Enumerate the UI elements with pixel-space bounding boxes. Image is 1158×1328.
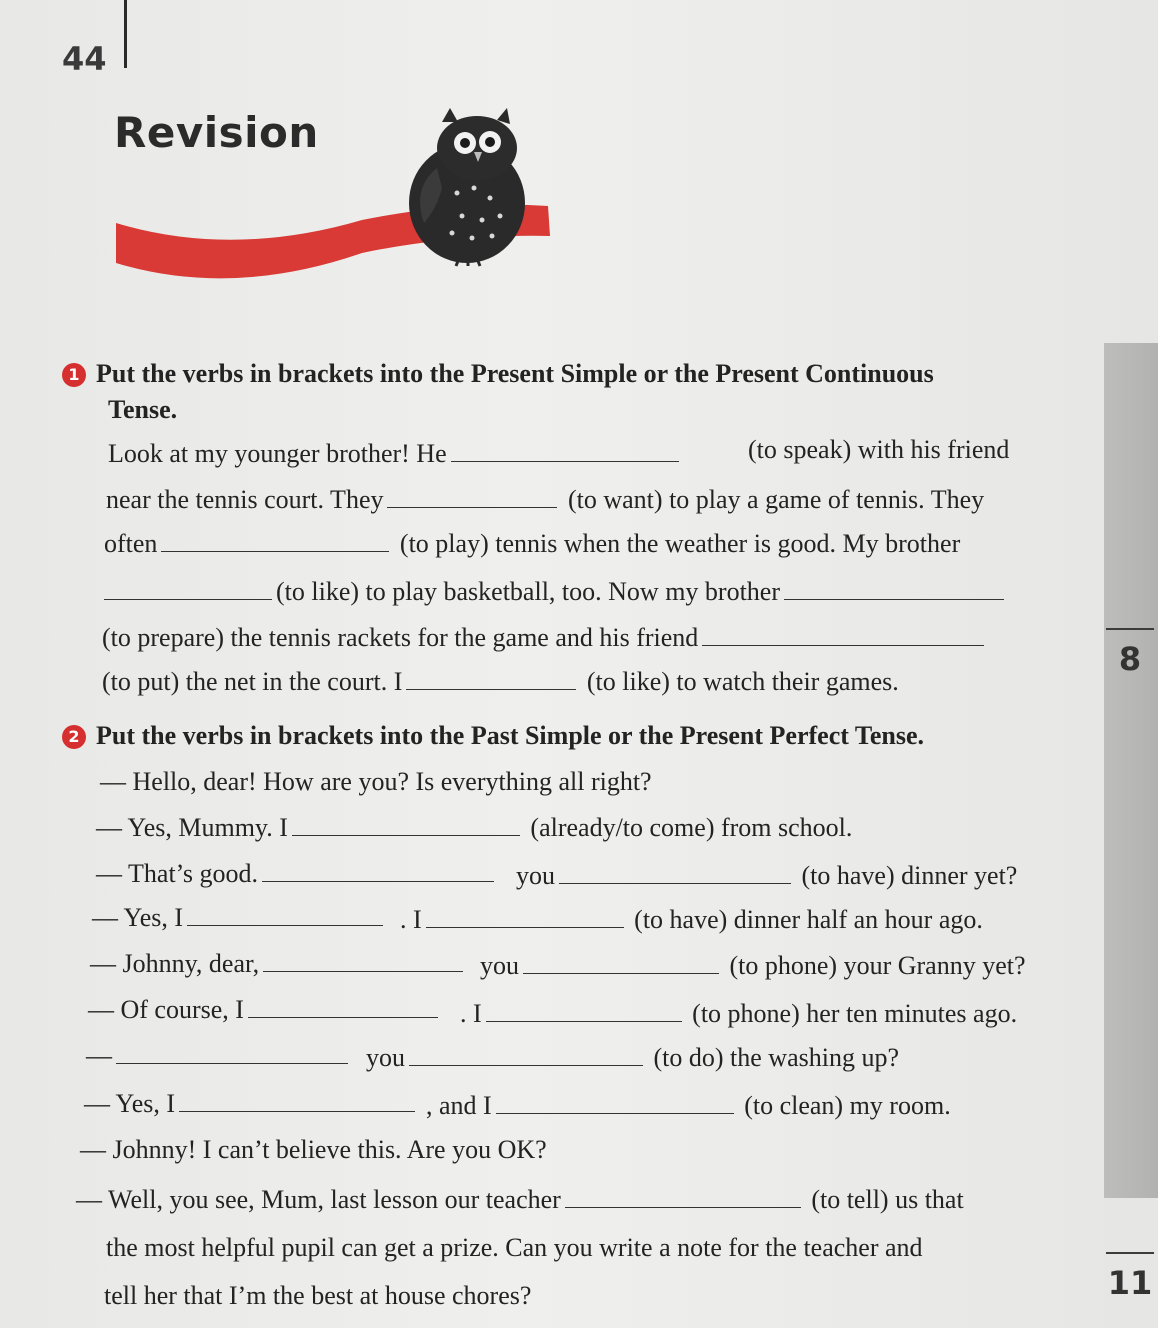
answer-blank[interactable] [116, 1041, 348, 1064]
score-margin-strip [1104, 343, 1158, 1198]
answer-blank[interactable] [406, 667, 576, 690]
answer-blank[interactable] [496, 1091, 734, 1114]
exercise-1-line: (to put) the net in the court. I (to like) to watch their games. [102, 667, 899, 696]
dialogue-line-mid: you (to do) the washing up? [366, 1043, 900, 1072]
page-number: 44 [62, 40, 107, 78]
exercise-1-instruction-cont: Tense. [108, 395, 178, 424]
dialogue-line-mid: you (to have) dinner yet? [516, 861, 1018, 890]
exercise-1-line-end: (to speak) with his friend [748, 435, 1010, 464]
exercise-1-line: near the tennis court. They (to want) to play a game of tennis. They [106, 485, 985, 514]
score-line-1 [1106, 628, 1154, 630]
dialogue-line: — Well, you see, Mum, last lesson our teacher (to tell) us that [76, 1185, 964, 1214]
exercise-1-line: (to prepare) the tennis rackets for the game and his friend [102, 622, 988, 654]
score-line-2 [1106, 1252, 1154, 1254]
answer-blank[interactable] [161, 529, 389, 552]
exercise-1-line: (to like) to play basketball, too. Now my brother [104, 576, 1008, 608]
answer-blank[interactable] [104, 577, 272, 600]
answer-blank[interactable] [387, 485, 557, 508]
answer-blank[interactable] [486, 999, 682, 1022]
answer-blank[interactable] [292, 813, 520, 836]
dialogue-line: — Of course, I [88, 994, 442, 1026]
dialogue-line: the most helpful pupil can get a prize. Can you write a note for the teacher and [106, 1233, 923, 1262]
answer-blank[interactable] [702, 623, 984, 646]
exercise-1-line: Look at my younger brother! He [108, 438, 683, 470]
owl-icon [409, 108, 525, 266]
answer-blank[interactable] [784, 577, 1004, 600]
dialogue-line: — Hello, dear! How are you? Is everything all right? [100, 767, 652, 796]
exercise-number-badge: 1 [62, 363, 86, 387]
page-rule [124, 0, 127, 68]
answer-blank[interactable] [409, 1043, 643, 1066]
answer-blank[interactable] [523, 951, 719, 974]
exercise-1-line: often (to play) tennis when the weather is good. My brother [104, 529, 961, 558]
section-title: Revision [114, 108, 319, 157]
answer-blank[interactable] [262, 859, 494, 882]
dialogue-line: — That’s good. [96, 858, 498, 890]
score-exercise-2: 11 [1107, 1264, 1153, 1302]
dialogue-line: — Johnny! I can’t believe this. Are you OK? [80, 1135, 547, 1164]
dialogue-line: — Yes, I [84, 1088, 419, 1120]
dialogue-line: — Yes, Mummy. I (already/to come) from school. [96, 813, 853, 842]
score-exercise-1: 8 [1118, 640, 1142, 678]
answer-blank[interactable] [263, 949, 463, 972]
dialogue-line: — Yes, I [92, 902, 387, 934]
dialogue-line-mid: you (to phone) your Granny yet? [480, 951, 1026, 980]
exercise-1-instruction: 1 Put the verbs in brackets into the Present Simple or the Present Continuous [62, 358, 934, 390]
dialogue-line-mid: . I (to have) dinner half an hour ago. [400, 905, 983, 934]
score-margin-strip-lower [1104, 1198, 1158, 1328]
exercise-2-instruction: 2 Put the verbs in brackets into the Past Simple or the Present Perfect Tense. [62, 720, 924, 752]
answer-blank[interactable] [451, 439, 679, 462]
dialogue-line-mid: . I (to phone) her ten minutes ago. [460, 999, 1018, 1028]
answer-blank[interactable] [559, 861, 791, 884]
dialogue-line: — [86, 1040, 352, 1072]
answer-blank[interactable] [179, 1089, 415, 1112]
answer-blank[interactable] [187, 903, 383, 926]
dialogue-line-mid: , and I (to clean) my room. [426, 1091, 951, 1120]
answer-blank[interactable] [565, 1185, 801, 1208]
dialogue-line: tell her that I’m the best at house chores? [104, 1281, 532, 1310]
answer-blank[interactable] [248, 995, 438, 1018]
dialogue-line: — Johnny, dear, [90, 948, 467, 980]
exercise-number-badge: 2 [62, 725, 86, 749]
answer-blank[interactable] [426, 905, 624, 928]
